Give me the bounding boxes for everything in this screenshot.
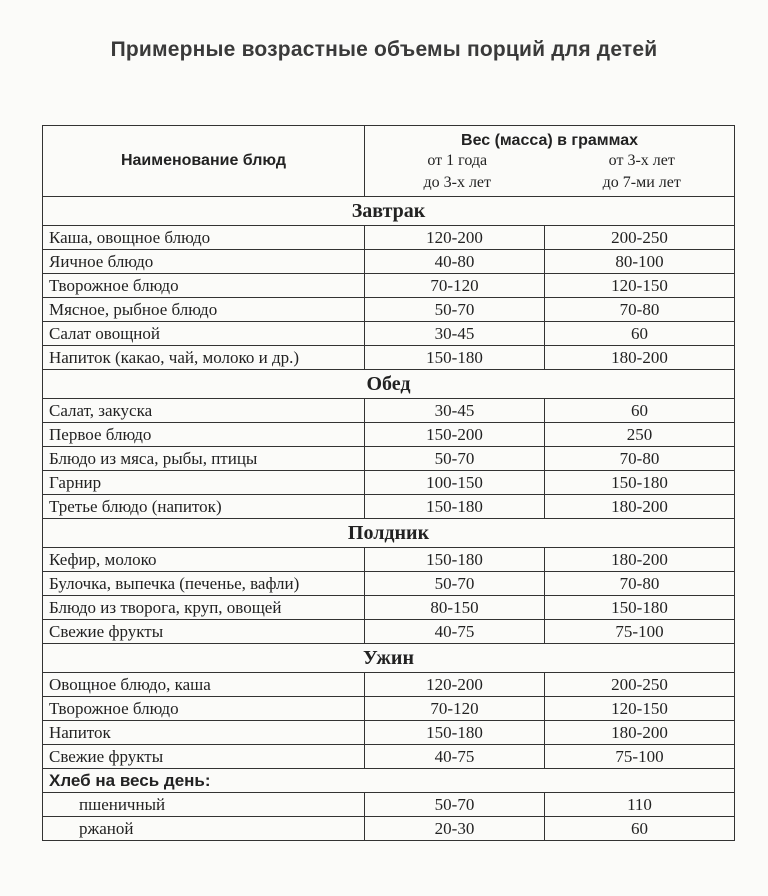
dish-name: Творожное блюдо [43, 697, 365, 721]
dish-name: Каша, овощное блюдо [43, 226, 365, 250]
dish-name: Блюдо из мяса, рыбы, птицы [43, 447, 365, 471]
portion-1-3: 70-120 [365, 274, 545, 298]
portion-3-7: 120-150 [545, 274, 735, 298]
portion-3-7: 60 [545, 399, 735, 423]
dish-name: Напиток [43, 721, 365, 745]
table-row [43, 745, 735, 769]
portion-table [42, 125, 735, 841]
portion-3-7: 110 [545, 793, 735, 817]
bread-title: Хлеб на весь день: [43, 769, 735, 793]
section-row [43, 197, 735, 226]
portion-1-3: 50-70 [365, 447, 545, 471]
dish-name: Свежие фрукты [43, 620, 365, 644]
portion-3-7: 150-180 [545, 596, 735, 620]
dish-name: Салат, закуска [43, 399, 365, 423]
table-row [43, 793, 735, 817]
section-row [43, 519, 735, 548]
portion-1-3: 30-45 [365, 399, 545, 423]
portion-3-7: 200-250 [545, 226, 735, 250]
section-title: Завтрак [43, 197, 735, 226]
dish-name: Булочка, выпечка (печенье, вафли) [43, 572, 365, 596]
portion-1-3: 150-180 [365, 548, 545, 572]
table-row [43, 298, 735, 322]
portion-3-7: 180-200 [545, 346, 735, 370]
dish-name: Яичное блюдо [43, 250, 365, 274]
portion-1-3: 150-180 [365, 346, 545, 370]
portion-3-7: 120-150 [545, 697, 735, 721]
portion-3-7: 60 [545, 817, 735, 841]
portion-3-7: 80-100 [545, 250, 735, 274]
dish-name: Кефир, молоко [43, 548, 365, 572]
table-row [43, 817, 735, 841]
dish-name: Салат овощной [43, 322, 365, 346]
portion-1-3: 40-75 [365, 620, 545, 644]
portion-3-7: 75-100 [545, 745, 735, 769]
table-row [43, 250, 735, 274]
table-row [43, 322, 735, 346]
dish-name: Гарнир [43, 471, 365, 495]
portion-1-3: 40-75 [365, 745, 545, 769]
table-row [43, 447, 735, 471]
bread-name: пшеничный [43, 793, 365, 817]
table-row [43, 471, 735, 495]
table-row [43, 548, 735, 572]
portion-3-7: 70-80 [545, 447, 735, 471]
dish-name: Творожное блюдо [43, 274, 365, 298]
section-title: Обед [43, 370, 735, 399]
table-row [43, 697, 735, 721]
portion-3-7: 180-200 [545, 548, 735, 572]
section-row [43, 644, 735, 673]
dish-name: Первое блюдо [43, 423, 365, 447]
portion-1-3: 20-30 [365, 817, 545, 841]
portion-3-7: 60 [545, 322, 735, 346]
table-row [43, 346, 735, 370]
header-name-column: Наименование блюд [43, 126, 365, 197]
bread-header-row [43, 769, 735, 793]
header-age-3-7-line2: до 7-ми лет [602, 174, 681, 191]
table-row [43, 399, 735, 423]
dish-name: Напиток (какао, чай, молоко и др.) [43, 346, 365, 370]
header-weight-title: Вес (масса) в граммах [461, 132, 638, 149]
portion-3-7: 200-250 [545, 673, 735, 697]
portion-1-3: 150-180 [365, 721, 545, 745]
page-title: Примерные возрастные объемы порций для детей [110, 38, 658, 61]
portion-1-3: 70-120 [365, 697, 545, 721]
portion-1-3: 50-70 [365, 298, 545, 322]
portion-1-3: 120-200 [365, 226, 545, 250]
portion-3-7: 70-80 [545, 572, 735, 596]
bread-name: ржаной [43, 817, 365, 841]
header-age-3-7-line1: от 3-х лет [608, 152, 675, 169]
table-row [43, 495, 735, 519]
portion-3-7: 180-200 [545, 721, 735, 745]
dish-name: Свежие фрукты [43, 745, 365, 769]
header-age-3-7 [550, 150, 735, 194]
dish-name: Мясное, рыбное блюдо [43, 298, 365, 322]
table-row [43, 673, 735, 697]
table-row [43, 572, 735, 596]
portion-1-3: 50-70 [365, 793, 545, 817]
table-row [43, 596, 735, 620]
section-row [43, 370, 735, 399]
dish-name: Блюдо из творога, круп, овощей [43, 596, 365, 620]
table-row [43, 226, 735, 250]
table-row [43, 274, 735, 298]
portion-1-3: 150-180 [365, 495, 545, 519]
portion-1-3: 30-45 [365, 322, 545, 346]
table-row [43, 423, 735, 447]
portion-3-7: 250 [545, 423, 735, 447]
portion-1-3: 100-150 [365, 471, 545, 495]
portion-3-7: 70-80 [545, 298, 735, 322]
portion-1-3: 120-200 [365, 673, 545, 697]
dish-name: Овощное блюдо, каша [43, 673, 365, 697]
portion-1-3: 150-200 [365, 423, 545, 447]
header-age-1-3-line2: до 3-х лет [423, 174, 492, 191]
portion-3-7: 150-180 [545, 471, 735, 495]
section-title: Ужин [43, 644, 735, 673]
table-row [43, 620, 735, 644]
header-age-1-3-line1: от 1 года [427, 152, 488, 169]
dish-name: Третье блюдо (напиток) [43, 495, 365, 519]
portion-1-3: 80-150 [365, 596, 545, 620]
section-title: Полдник [43, 519, 735, 548]
table-header-row [43, 126, 735, 197]
header-weight-column [365, 126, 735, 197]
portion-1-3: 50-70 [365, 572, 545, 596]
portion-3-7: 180-200 [545, 495, 735, 519]
table-row [43, 721, 735, 745]
portion-3-7: 75-100 [545, 620, 735, 644]
header-age-1-3 [365, 150, 550, 194]
portion-1-3: 40-80 [365, 250, 545, 274]
